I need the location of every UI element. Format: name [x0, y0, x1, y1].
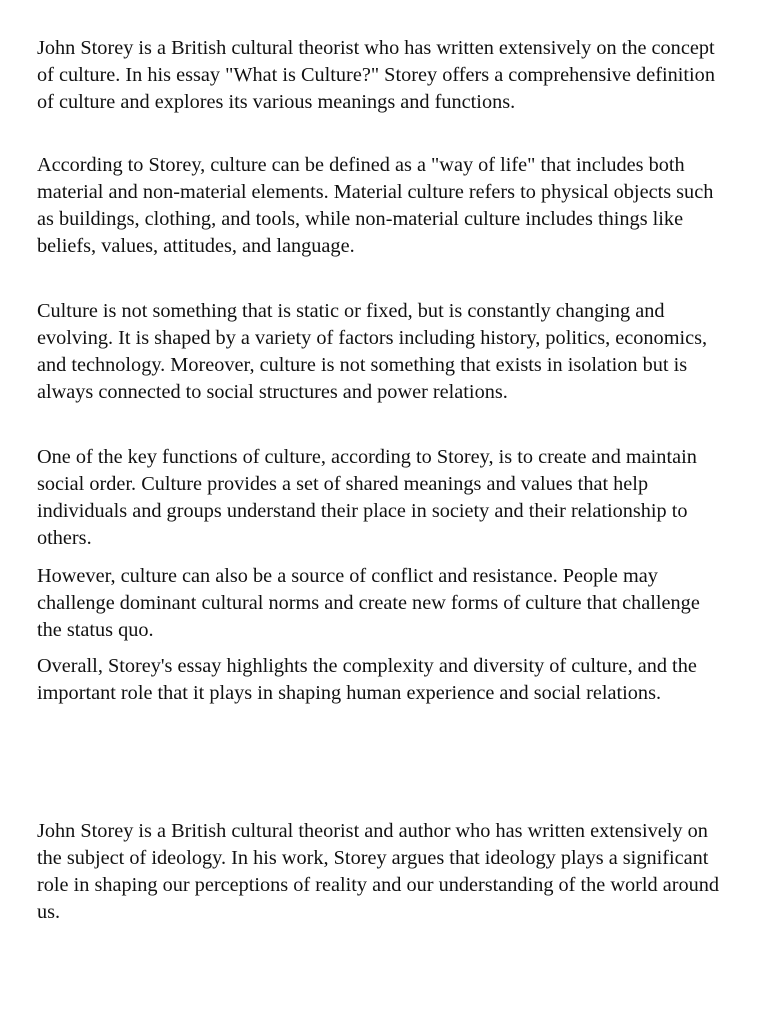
- paragraph-conflict-resistance: However, culture can also be a source of conflict and resistance. People may challenge dominant cultural norms and create new forms of culture that challenge the status quo.: [37, 565, 700, 641]
- paragraph-social-order: One of the key functions of culture, according to Storey, is to create and maintain social order. Culture provides a set of shared meanings and values that help individuals and groups understand their place in society and their relationship to others.: [37, 446, 697, 549]
- paragraph-culture-intro: John Storey is a British cultural theorist who has written extensively on the concept of culture. In his essay "What is Culture?" Storey offers a comprehensive definition of culture and explores its various meanings and functions.: [37, 37, 715, 113]
- paragraph-way-of-life: According to Storey, culture can be defined as a "way of life" that includes both material and non-material elements. Material culture refers to physical objects such as buildings, clothing, and tools, while non-material culture includes things like beliefs, values, attitudes, and language.: [37, 154, 714, 257]
- paragraph-culture-changing: Culture is not something that is static or fixed, but is constantly changing and evolving. It is shaped by a variety of factors including history, politics, economics, and technology. Moreover, culture is not something that exists in isolation but is always connected to social structures and power relations.: [37, 300, 708, 403]
- paragraph-overall-summary: Overall, Storey's essay highlights the complexity and diversity of culture, and the important role that it plays in shaping human experience and social relations.: [37, 655, 697, 704]
- paragraph-ideology-intro: John Storey is a British cultural theorist and author who has written extensively on the subject of ideology. In his work, Storey argues that ideology plays a significant role in shaping our perceptions of reality and our understanding of the world around us.: [37, 820, 720, 923]
